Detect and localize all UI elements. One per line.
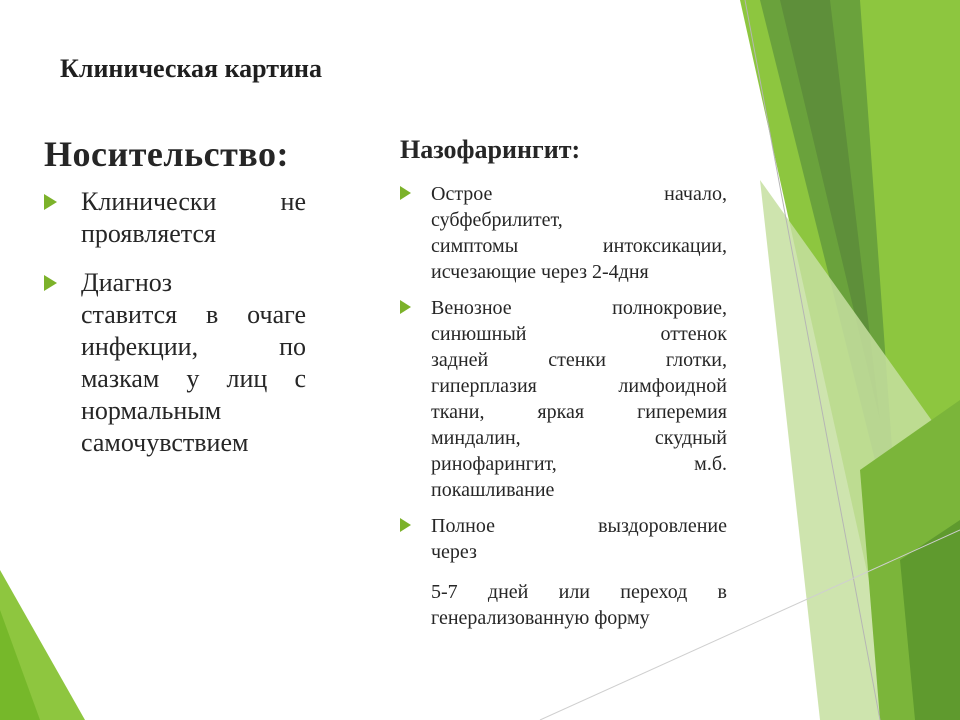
left-heading: Носительство: [44,134,289,174]
list-item [400,513,727,565]
text-line: 5-7 дней или переход в [431,581,727,603]
list-item [400,181,727,285]
list-item [44,267,306,459]
text-line: Клинически не [81,187,306,216]
text-line: синюшный оттенок [431,323,727,345]
continuation-text [400,579,727,631]
text-line: симптомы интоксикации, [431,235,727,257]
right-bullet-list [400,181,727,565]
text-line: проявляется [81,219,216,248]
left-column [44,133,306,476]
triangle-bullet-icon [44,194,57,210]
text-line: гиперплазия лимфоидной [431,375,727,397]
text-line: миндалин, скудный [431,427,727,449]
triangle-bullet-icon [400,300,411,314]
list-item [44,186,306,250]
text-line: задней стенки глотки, [431,349,727,371]
triangle-bullet-icon [44,275,57,291]
text-line: ткани, яркая гиперемия [431,401,727,423]
left-bullet-list [44,186,306,459]
triangle-bullet-icon [400,186,411,200]
text-line: генерализованную форму [431,607,650,629]
text-line: через [431,541,477,563]
text-line: самочувствием [81,428,249,457]
right-heading: Назофарингит: [400,135,581,164]
text-line: Острое начало, [431,183,727,205]
text-line: нормальным [81,396,222,425]
text-line: ставится в очаге [81,300,306,329]
text-line: Диагноз [81,268,173,297]
text-line: ринофарингит, м.б. [431,453,727,475]
text-line: мазкам у лиц с [81,364,306,393]
text-line: покашливание [431,479,555,501]
slide-title: Клиническая картина [60,54,323,83]
text-line: Венозное полнокровие, [431,297,727,319]
text-line: инфекции, по [81,332,306,361]
text-line: Полное выздоровление [431,515,727,537]
list-item [400,295,727,503]
text-line: субфебрилитет, [431,209,563,231]
text-line: исчезающие через 2-4дня [431,261,649,283]
triangle-bullet-icon [400,518,411,532]
right-column [400,135,727,631]
